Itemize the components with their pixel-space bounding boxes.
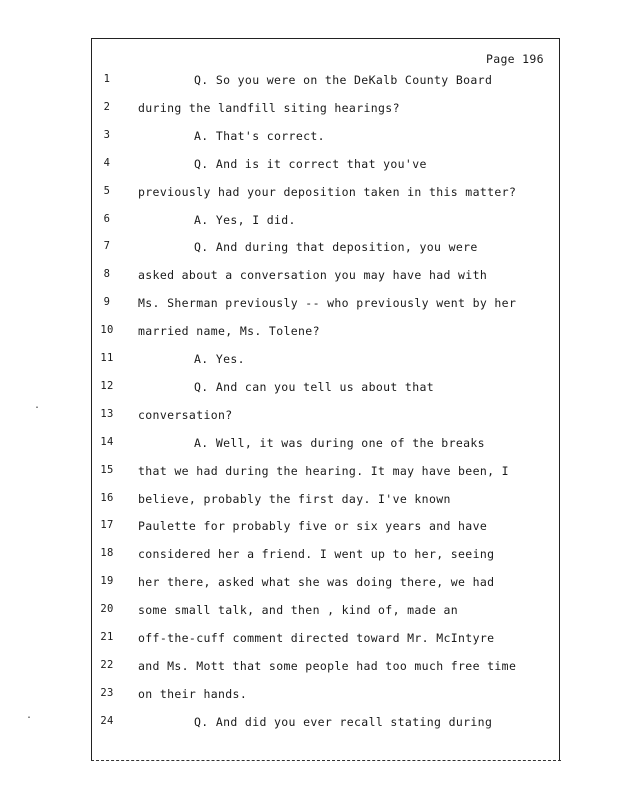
line-text: A. That's correct.	[194, 128, 325, 143]
line-text: A. Yes.	[194, 352, 245, 366]
line-number: 19	[100, 575, 114, 588]
line-text: A. Well, it was during one of the breaks	[194, 435, 485, 450]
line-number: 5	[103, 184, 111, 197]
transcript-line	[0, 352, 618, 372]
line-number: 3	[103, 128, 111, 141]
line-text: on their hands.	[138, 686, 248, 701]
line-text: Q. And did you ever recall stating during	[194, 714, 493, 729]
transcript-line	[0, 324, 618, 344]
line-text: and Ms. Mott that some people had too much free time	[138, 658, 517, 673]
line-number: 1	[103, 73, 111, 85]
transcript-line	[0, 408, 618, 428]
transcript-line	[0, 213, 618, 233]
scan-speck: .	[26, 710, 33, 721]
line-text: that we had during the hearing. It may have been, I	[138, 463, 509, 478]
line-number: 7	[103, 240, 111, 253]
transcript-line	[0, 129, 618, 149]
line-text: considered her a friend. I went up to her, seeing	[138, 547, 495, 562]
transcript-line	[0, 631, 618, 651]
line-number: 8	[103, 268, 111, 281]
line-text: believe, probably the first day. I've known	[138, 491, 451, 506]
transcript-line	[0, 519, 618, 539]
line-text: asked about a conversation you may have had with	[138, 268, 488, 283]
transcript-line	[0, 436, 618, 456]
line-number: 12	[100, 379, 114, 392]
transcript-line	[0, 547, 618, 567]
line-number: 15	[100, 463, 114, 476]
line-number: 21	[100, 631, 114, 643]
line-number: 23	[100, 686, 114, 699]
line-number: 13	[100, 407, 114, 420]
transcript-line	[0, 464, 618, 484]
transcript-line	[0, 380, 618, 400]
line-number: 18	[100, 547, 114, 560]
line-text: during the landfill siting hearings?	[138, 100, 400, 115]
page-bottom-rule	[91, 760, 561, 761]
transcript-line	[0, 185, 618, 205]
line-text: A. Yes, I did.	[194, 212, 296, 227]
line-number: 6	[103, 212, 111, 225]
line-number: 24	[100, 714, 114, 727]
line-text: off-the-cuff comment directed toward Mr. McIntyre	[138, 631, 495, 645]
line-text: Q. And during that deposition, you were	[194, 240, 478, 255]
line-text: Q. And can you tell us about that	[194, 379, 435, 394]
line-text: Paulette for probably five or six years and have	[138, 519, 488, 534]
line-number: 2	[103, 100, 111, 113]
line-text: previously had your deposition taken in this matter?	[138, 184, 517, 199]
transcript-line	[0, 296, 618, 316]
page-number: Page 196	[486, 52, 544, 66]
line-text: conversation?	[138, 407, 233, 422]
line-number: 17	[100, 519, 114, 532]
line-number: 20	[100, 603, 114, 616]
line-text: Q. And is it correct that you've	[194, 156, 427, 171]
transcript-line	[0, 240, 618, 260]
transcript-line	[0, 268, 618, 288]
line-text: her there, asked what she was doing there, we had	[138, 575, 495, 590]
transcript-line	[0, 101, 618, 121]
transcript-line	[0, 687, 618, 707]
line-number: 22	[100, 658, 114, 671]
line-number: 11	[100, 352, 114, 364]
line-number: 16	[100, 491, 114, 504]
transcript-line	[0, 715, 618, 735]
line-text: married name, Ms. Tolene?	[138, 324, 320, 339]
transcript-line	[0, 603, 618, 623]
line-number: 10	[100, 324, 114, 337]
scan-speck: .	[34, 400, 41, 411]
line-text: some small talk, and then , kind of, made an	[138, 603, 459, 618]
transcript-line	[0, 73, 618, 93]
transcript-line	[0, 492, 618, 512]
transcript-line	[0, 575, 618, 595]
line-number: 4	[103, 156, 111, 169]
line-number: 9	[103, 296, 111, 309]
line-number: 14	[100, 435, 114, 448]
line-text: Ms. Sherman previously -- who previously went by her	[138, 296, 517, 311]
transcript-line	[0, 659, 618, 679]
line-text: Q. So you were on the DeKalb County Board	[194, 73, 493, 87]
transcript-line	[0, 157, 618, 177]
